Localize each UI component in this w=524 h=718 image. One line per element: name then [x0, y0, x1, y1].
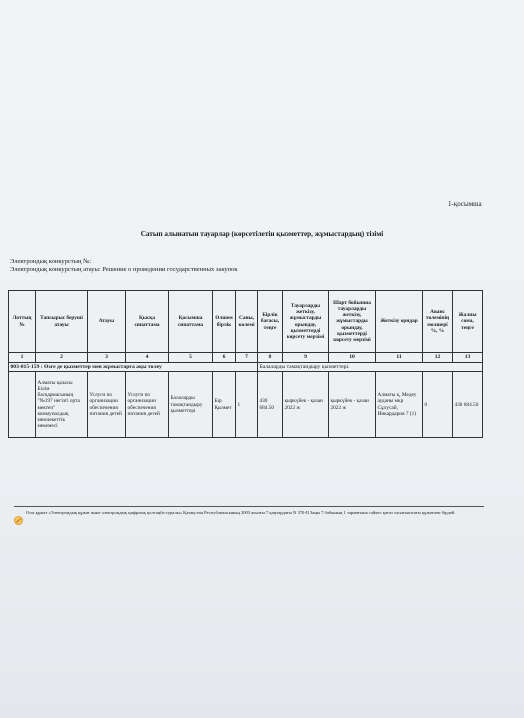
cell-delivery-term: қыркүйек - қазан 2022 ж	[283, 372, 329, 438]
cell-total: 430 684.50	[453, 372, 483, 438]
lot-service-cell: Балаларды тамақтандыру қызметтері.	[258, 362, 483, 372]
cell-quantity: 1	[236, 372, 258, 438]
col-header-advance: Аванс төлемінің мөлшері %, %	[423, 291, 453, 353]
column-number: 6	[213, 353, 236, 363]
column-number: 1	[9, 353, 36, 363]
column-number: 12	[423, 353, 453, 363]
col-header-name: Атауы	[88, 291, 126, 353]
e-signature-icon	[14, 516, 23, 525]
column-number: 4	[126, 353, 169, 363]
col-header-unit: Өлшем бірлік	[213, 291, 236, 353]
col-header-contract-term: Шарт бойынша тауарларды жеткізу, жұмыстарды орындау, қызметтерді көрсету мерзімі	[329, 291, 376, 353]
footer-note	[14, 506, 484, 517]
col-header-quantity: Саны, көлемі	[236, 291, 258, 353]
col-header-customer: Тапсырыс берушi атауы	[36, 291, 88, 353]
col-header-short-description: Қысқа сипаттама	[126, 291, 169, 353]
cell-delivery-place: Алматы қ, Медеу ауданы мкр Сұлусай, Инкардария 7 (1)	[376, 372, 423, 438]
cell-advance: 0	[423, 372, 453, 438]
cell-short-description: Услуги по организации обеспечения питания детей	[126, 372, 169, 438]
cell-unit-price: 430 684.50	[258, 372, 283, 438]
column-number: 8	[258, 353, 283, 363]
cell-lot-number	[9, 372, 36, 438]
column-number: 9	[283, 353, 329, 363]
col-header-delivery-term: Тауарларды жеткізу, жұмыстарды орындау, қызметтерді көрсету мерзімі	[283, 291, 329, 353]
cell-unit: Бір Қызмет	[213, 372, 236, 438]
lot-code-cell: 003-015-159 : Өзге де қызметтер мен жұмыстарға ақы төлеу	[9, 362, 258, 372]
column-number: 13	[453, 353, 483, 363]
column-number: 7	[236, 353, 258, 363]
column-number: 11	[376, 353, 423, 363]
contest-name: Электрондық конкурстың атауы: Решение о проведении государственных закупок	[10, 266, 238, 273]
col-header-delivery-place: Жеткізу орндар	[376, 291, 423, 353]
cell-extra-description: Балаларды тамақтандыру қызметтері	[169, 372, 213, 438]
col-header-lot-number: Лоттың №	[9, 291, 36, 353]
document-title: Сатып алынатын тауарлар (көрсетілетін қызметтер, жұмыстардың) тізімі	[140, 230, 384, 238]
cell-contract-term: қыркүйек - қазан 2022 ж	[329, 372, 376, 438]
col-header-total: Жалпы сома, теңге	[453, 291, 483, 353]
lots-table	[8, 290, 483, 438]
table-header-row	[9, 291, 483, 353]
col-header-extra-description: Қосымша сипаттама	[169, 291, 213, 353]
annex-label: 1-қосымша	[448, 200, 482, 208]
table-row	[9, 372, 483, 438]
lot-group-row	[9, 362, 483, 372]
column-number: 5	[169, 353, 213, 363]
col-header-unit-price: Бірлік бағасы, теңге	[258, 291, 283, 353]
cell-customer: Алматы қаласы Білім басқармасының "№197 негізгі орта мектеп" коммуналдық мемлекеттік мекемесі	[36, 372, 88, 438]
column-number-row	[9, 353, 483, 363]
footer-note-text: Осы құжат «Электрондық құжат және электрондық цифрлық қолтаңба туралы» Қазақстан Республикасының 2003 жылғы 7 қаңтардағы N 370-II Заңы 7 бабының 1 тармағына сәйкес қағаз тасығыштағы құжатпен бірдей.	[26, 510, 456, 515]
contest-number: Электрондық конкурстың №:	[10, 258, 92, 265]
column-number: 10	[329, 353, 376, 363]
cell-name: Услуги по организации обеспечения питания детей	[88, 372, 126, 438]
column-number: 2	[36, 353, 88, 363]
column-number: 3	[88, 353, 126, 363]
